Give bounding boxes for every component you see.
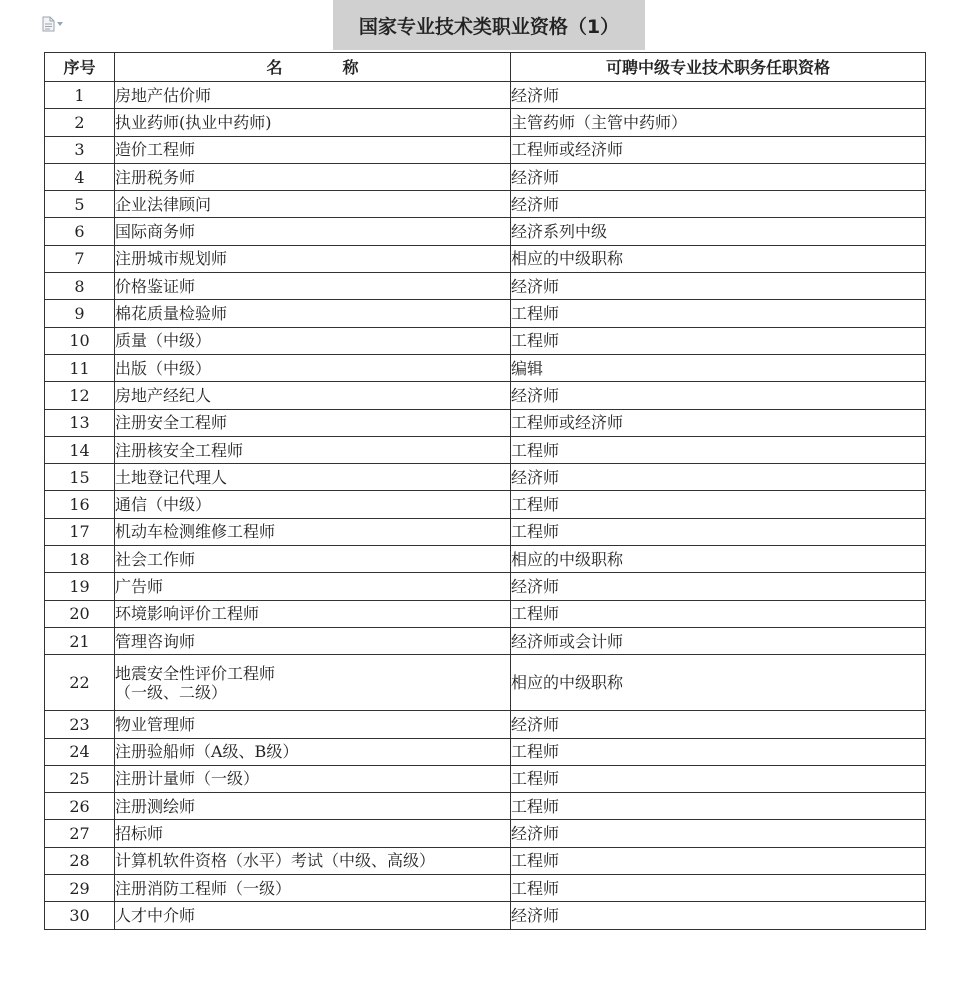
- table-row: [45, 600, 926, 627]
- table-row: [45, 820, 926, 847]
- row-name: 注册测绘师: [115, 793, 511, 820]
- row-number: 27: [45, 820, 115, 847]
- qualification-table: [44, 52, 926, 930]
- row-name: [115, 655, 511, 711]
- row-name: 房地产经纪人: [115, 382, 511, 409]
- table-row: [45, 163, 926, 190]
- table-row: [45, 82, 926, 109]
- row-name: 土地登记代理人: [115, 464, 511, 491]
- row-qualification: 相应的中级职称: [511, 245, 926, 272]
- row-number: 22: [45, 655, 115, 711]
- table-row: [45, 902, 926, 929]
- dropdown-arrow-icon: [57, 22, 63, 26]
- row-number: 17: [45, 518, 115, 545]
- row-name: 招标师: [115, 820, 511, 847]
- row-number: 16: [45, 491, 115, 518]
- row-name: 出版（中级）: [115, 354, 511, 381]
- row-name: 注册消防工程师（一级）: [115, 875, 511, 902]
- row-number: 14: [45, 436, 115, 463]
- row-name: 机动车检测维修工程师: [115, 518, 511, 545]
- table-row: [45, 273, 926, 300]
- table-row: [45, 875, 926, 902]
- page-title: 国家专业技术类职业资格（1）: [333, 0, 645, 50]
- row-qualification: 工程师: [511, 491, 926, 518]
- row-qualification: 主管药师（主管中药师）: [511, 109, 926, 136]
- row-qualification: 经济师: [511, 902, 926, 929]
- table-row: [45, 518, 926, 545]
- row-name: 国际商务师: [115, 218, 511, 245]
- table-row: [45, 655, 926, 711]
- row-qualification: 工程师: [511, 600, 926, 627]
- document-icon: [42, 16, 55, 32]
- row-number: 11: [45, 354, 115, 381]
- row-name: 注册核安全工程师: [115, 436, 511, 463]
- row-number: 18: [45, 546, 115, 573]
- table-row: [45, 491, 926, 518]
- row-qualification: 经济师: [511, 191, 926, 218]
- header-qualification: 可聘中级专业技术职务任职资格: [511, 53, 926, 82]
- row-name: 价格鉴证师: [115, 273, 511, 300]
- row-number: 21: [45, 627, 115, 654]
- table-row: [45, 109, 926, 136]
- row-name-line1: 地震安全性评价工程师: [115, 663, 276, 683]
- row-qualification: 经济师: [511, 82, 926, 109]
- row-qualification: 工程师: [511, 436, 926, 463]
- row-qualification: 经济师: [511, 163, 926, 190]
- row-name: 造价工程师: [115, 136, 511, 163]
- row-name: 注册计量师（一级）: [115, 765, 511, 792]
- row-name: 环境影响评价工程师: [115, 600, 511, 627]
- row-name: 人才中介师: [115, 902, 511, 929]
- row-qualification: 工程师: [511, 738, 926, 765]
- header-name-right: 称: [342, 57, 359, 77]
- row-qualification: 经济师: [511, 464, 926, 491]
- table-row: [45, 765, 926, 792]
- row-qualification: 工程师: [511, 793, 926, 820]
- row-number: 10: [45, 327, 115, 354]
- row-name: 管理咨询师: [115, 627, 511, 654]
- row-qualification: 工程师或经济师: [511, 136, 926, 163]
- table-row: [45, 382, 926, 409]
- row-number: 24: [45, 738, 115, 765]
- row-number: 29: [45, 875, 115, 902]
- row-qualification: 经济师: [511, 273, 926, 300]
- row-number: 13: [45, 409, 115, 436]
- row-qualification: 经济师: [511, 573, 926, 600]
- row-name: 质量（中级）: [115, 327, 511, 354]
- row-number: 25: [45, 765, 115, 792]
- table-row: [45, 245, 926, 272]
- row-name: 注册税务师: [115, 163, 511, 190]
- row-qualification: 工程师: [511, 327, 926, 354]
- row-qualification: 工程师: [511, 765, 926, 792]
- row-number: 6: [45, 218, 115, 245]
- table-row: [45, 409, 926, 436]
- row-name: 执业药师(执业中药师): [115, 109, 511, 136]
- row-qualification: 经济师: [511, 382, 926, 409]
- table-row: [45, 847, 926, 874]
- table-row: [45, 354, 926, 381]
- row-qualification: 经济师或会计师: [511, 627, 926, 654]
- row-name: 社会工作师: [115, 546, 511, 573]
- row-number: 12: [45, 382, 115, 409]
- table-row: [45, 136, 926, 163]
- row-number: 2: [45, 109, 115, 136]
- table-row: [45, 464, 926, 491]
- row-qualification: 工程师: [511, 518, 926, 545]
- row-name: 广告师: [115, 573, 511, 600]
- row-qualification: 工程师: [511, 300, 926, 327]
- row-qualification: 经济师: [511, 820, 926, 847]
- table-row: [45, 738, 926, 765]
- row-number: 8: [45, 273, 115, 300]
- row-name: 棉花质量检验师: [115, 300, 511, 327]
- row-number: 1: [45, 82, 115, 109]
- row-number: 30: [45, 902, 115, 929]
- document-menu[interactable]: [42, 15, 70, 33]
- row-number: 9: [45, 300, 115, 327]
- row-qualification: 经济师: [511, 711, 926, 738]
- row-number: 26: [45, 793, 115, 820]
- table-row: [45, 327, 926, 354]
- row-number: 19: [45, 573, 115, 600]
- row-name: 注册验船师（A级、B级）: [115, 738, 511, 765]
- row-number: 3: [45, 136, 115, 163]
- table-row: [45, 711, 926, 738]
- row-name: 注册安全工程师: [115, 409, 511, 436]
- table-row: [45, 546, 926, 573]
- table-row: [45, 300, 926, 327]
- row-qualification: 经济系列中级: [511, 218, 926, 245]
- row-name: 通信（中级）: [115, 491, 511, 518]
- table-row: [45, 793, 926, 820]
- table-row: [45, 573, 926, 600]
- table-row: [45, 218, 926, 245]
- row-qualification: 相应的中级职称: [511, 655, 926, 711]
- row-name: 房地产估价师: [115, 82, 511, 109]
- header-name: [115, 53, 511, 82]
- row-number: 15: [45, 464, 115, 491]
- table-row: [45, 436, 926, 463]
- row-qualification: 工程师或经济师: [511, 409, 926, 436]
- row-qualification: 相应的中级职称: [511, 546, 926, 573]
- table-header-row: [45, 53, 926, 82]
- row-name: 物业管理师: [115, 711, 511, 738]
- row-qualification: 工程师: [511, 847, 926, 874]
- row-name: 企业法律顾问: [115, 191, 511, 218]
- header-name-left: 名: [266, 57, 283, 77]
- row-name-line2: （一级、二级）: [115, 682, 228, 702]
- row-name: 计算机软件资格（水平）考试（中级、高级）: [115, 847, 511, 874]
- row-number: 5: [45, 191, 115, 218]
- table-row: [45, 627, 926, 654]
- row-name: 注册城市规划师: [115, 245, 511, 272]
- row-number: 4: [45, 163, 115, 190]
- row-number: 7: [45, 245, 115, 272]
- table-row: [45, 191, 926, 218]
- row-number: 20: [45, 600, 115, 627]
- row-qualification: 编辑: [511, 354, 926, 381]
- row-qualification: 工程师: [511, 875, 926, 902]
- row-number: 28: [45, 847, 115, 874]
- header-no: 序号: [45, 53, 115, 82]
- row-number: 23: [45, 711, 115, 738]
